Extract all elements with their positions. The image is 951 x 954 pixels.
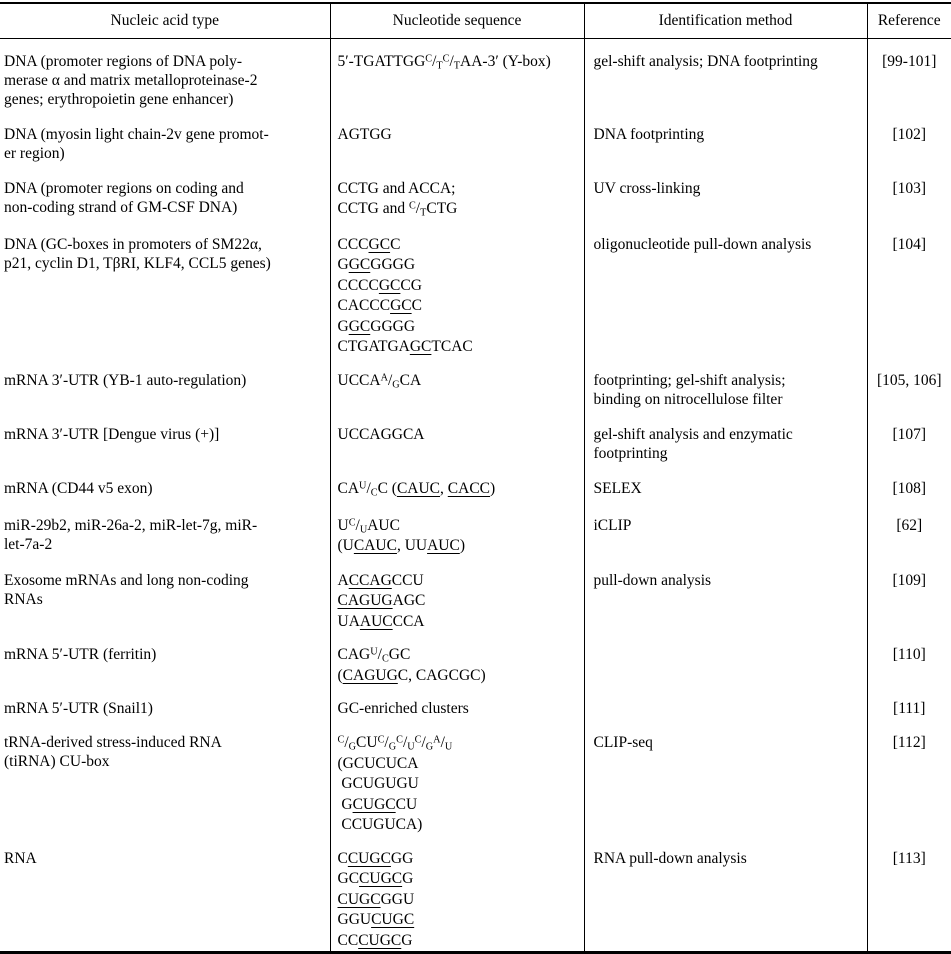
cell-identification-method: gel-shift analysis; DNA footprinting <box>584 39 867 112</box>
cell-nucleotide-sequence: $CAG^U/_CGC$ (CAGUGC, CAGCGC) <box>330 632 584 686</box>
table-row <box>0 686 951 720</box>
cell-reference: [108] <box>892 479 927 497</box>
cell-nucleotide-sequence: GC-enriched clusters <box>330 686 584 720</box>
cell-nucleic-acid-type: RNA <box>0 836 330 953</box>
cell-nucleic-acid-type: miR-29b2, miR-26a-2, miR-let-7g, miR- let-7a-2 <box>0 503 330 558</box>
cell-identification-method <box>584 632 867 686</box>
cell-nucleic-acid-type: mRNA 5′-UTR (Snail1) <box>0 686 330 720</box>
col-header-nucleotide-sequence: Nucleotide sequence <box>330 3 584 39</box>
cell-nucleic-acid-type: DNA (GC-boxes in promoters of SM22α, p21, cyclin D1, TβRI, KLF4, CCL5 genes) <box>0 222 330 358</box>
cell-nucleotide-sequence: AGTGG <box>330 112 584 166</box>
cell-identification-method: SELEX <box>584 466 867 503</box>
cell-nucleotide-sequence: CCTG and ACCA; CCTG and $^C/_TCTG$ <box>330 166 584 222</box>
cell-identification-method: iCLIP <box>584 503 867 558</box>
cell-reference: [109] <box>892 571 927 589</box>
binding-sites-table <box>0 2 951 954</box>
cell-identification-method: pull-down analysis <box>584 558 867 633</box>
cell-identification-method <box>584 686 867 720</box>
cell-reference: [111] <box>893 700 926 717</box>
cell-nucleic-acid-type: Exosome mRNAs and long non-coding RNAs <box>0 558 330 633</box>
cell-nucleic-acid-type: DNA (myosin light chain-2v gene promot- er region) <box>0 112 330 166</box>
cell-nucleic-acid-type: DNA (promoter regions on coding and non-coding strand of GM-CSF DNA) <box>0 166 330 222</box>
cell-nucleotide-sequence: CCCGCC GGCGGGG CCCCGCCG CACCCGCC GGCGGGG CTGATGAGCTCAC <box>330 222 584 358</box>
cell-nucleotide-sequence: $CA^U/_CC$ (CAUC, CACC) <box>330 466 584 503</box>
cell-reference: [103] <box>892 179 927 197</box>
cell-identification-method: gel-shift analysis and enzymatic footprinting <box>584 412 867 466</box>
cell-nucleotide-sequence: $^C/_GCU^C/_G^C/_U^C/_G^A/_U$ (GCUCUCA GCUGUGU GCUGCCU CCUGUCA) <box>330 720 584 836</box>
cell-reference: [112] <box>892 734 926 751</box>
cell-nucleic-acid-type: mRNA 5′-UTR (ferritin) <box>0 632 330 686</box>
cell-nucleotide-sequence: CCUGCGG GCCUGCG CUGCGGU GGUCUGC CCCUGCG <box>330 836 584 953</box>
cell-nucleic-acid-type: mRNA 3′-UTR [Dengue virus (+)] <box>0 412 330 466</box>
cell-nucleotide-sequence: $U^C/_UAUC$ (UCAUC, UUAUC) <box>330 503 584 558</box>
cell-identification-method: footprinting; gel-shift analysis; binding on nitrocellulose filter <box>584 358 867 412</box>
table-row <box>0 466 951 503</box>
cell-identification-method: CLIP-seq <box>584 720 867 836</box>
cell-reference: [104] <box>892 235 927 253</box>
table-row <box>0 166 951 222</box>
col-header-nucleic-acid-type: Nucleic acid type <box>0 3 330 39</box>
cell-reference: [62] <box>896 516 923 534</box>
table-row <box>0 358 951 412</box>
table-row <box>0 39 951 112</box>
table-row <box>0 412 951 466</box>
cell-nucleic-acid-type: mRNA 3′-UTR (YB-1 auto-regulation) <box>0 358 330 412</box>
table-row <box>0 558 951 633</box>
cell-nucleic-acid-type: mRNA (CD44 v5 exon) <box>0 466 330 503</box>
table-row <box>0 503 951 558</box>
cell-nucleotide-sequence: UCCAGGCA <box>330 412 584 466</box>
cell-nucleic-acid-type: DNA (promoter regions of DNA poly- merase α and matrix metalloproteinase-2 genes; erythropoietin gene enhancer) <box>0 39 330 112</box>
table-row <box>0 112 951 166</box>
header-row <box>0 3 951 39</box>
table-body <box>0 39 951 953</box>
cell-reference: [113] <box>892 849 926 867</box>
col-header-identification-method: Identification method <box>584 3 867 39</box>
cell-nucleotide-sequence: ACCAGCCU CAGUGAGC UAAUCCCA <box>330 558 584 633</box>
cell-reference: [102] <box>892 125 927 143</box>
cell-identification-method: UV cross-linking <box>584 166 867 222</box>
table-row <box>0 222 951 358</box>
cell-reference: [107] <box>892 425 927 443</box>
cell-reference: [110] <box>892 646 926 663</box>
table-row <box>0 720 951 836</box>
cell-nucleotide-sequence: $5'-TGATTGG^C/_T^C/_TAA-3'$ (Y-box) <box>330 39 584 112</box>
table-row <box>0 632 951 686</box>
cell-identification-method: DNA footprinting <box>584 112 867 166</box>
cell-reference: [105, 106] <box>876 371 942 389</box>
cell-nucleotide-sequence: $UCCA^A/_GCA$ <box>330 358 584 412</box>
cell-identification-method: oligonucleotide pull-down analysis <box>584 222 867 358</box>
cell-identification-method: RNA pull-down analysis <box>584 836 867 953</box>
table-row <box>0 836 951 953</box>
cell-reference: [99-101] <box>882 53 937 70</box>
col-header-reference: Reference <box>867 3 951 39</box>
cell-nucleic-acid-type: tRNA-derived stress-induced RNA (tiRNA) CU-box <box>0 720 330 836</box>
table-header <box>0 3 951 39</box>
